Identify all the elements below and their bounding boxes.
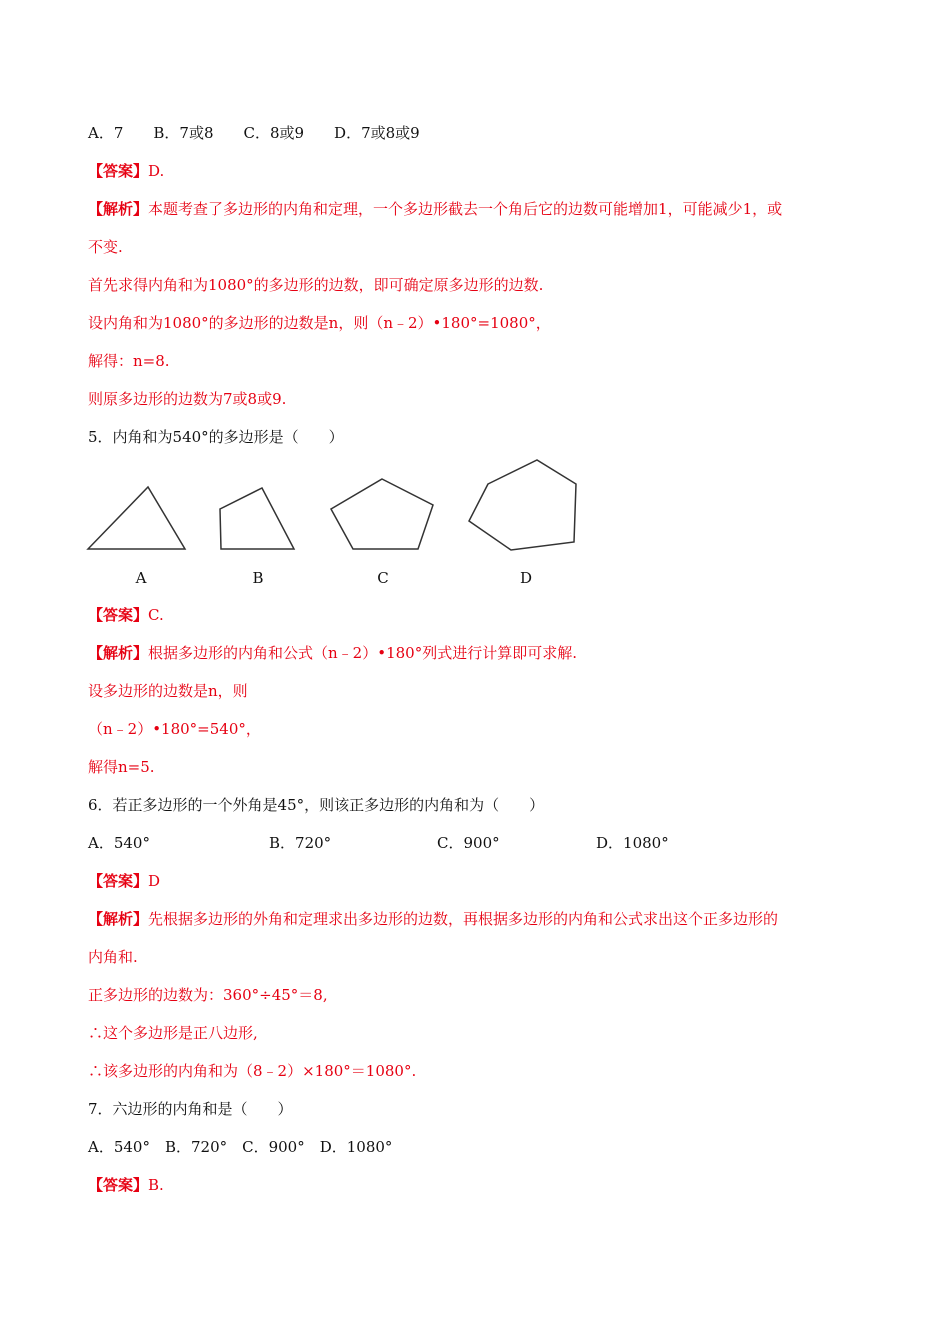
triangle-figure [88,487,185,549]
q5-analysis-line-3: （n﹣2）•180°=540°， [88,720,261,738]
q6-analysis-line-3: 正多边形的边数为：360°÷45°＝8, [88,986,328,1004]
analysis-text: 根据多边形的内角和公式（n﹣2）•180°列式进行计算即可求解. [148,644,577,662]
polygon-figures [80,455,600,565]
q6-answer [88,871,160,891]
pentagon-figure [331,479,433,549]
answer-tag: 【答案】 [88,1176,149,1194]
q6-analysis-line-4: ∴这个多边形是正八边形, [88,1024,258,1042]
q4-analysis-line-4: 设内角和为1080°的多边形的边数是n，则（n﹣2）•180°=1080°， [88,314,551,332]
q4-analysis-line-1 [88,199,782,219]
q6-analysis-line-5: ∴该多边形的内角和为（8﹣2）×180°＝1080°. [88,1062,417,1080]
hexagon-figure [469,460,576,550]
figure-label-b: B [252,569,264,587]
answer-tag: 【答案】 [88,606,149,624]
analysis-text: 本题考查了多边形的内角和定理，一个多边形截去一个角后它的边数可能增加1，可能减少1，或 [148,200,783,218]
q6-analysis-line-1 [88,909,778,929]
q4-analysis-line-3: 首先求得内角和为1080°的多边形的边数，即可确定原多边形的边数. [88,276,544,294]
q4-analysis-line-2: 不变. [88,238,123,256]
analysis-text: 先根据多边形的外角和定理求出多边形的边数，再根据多边形的内角和公式求出这个正多边形的 [148,910,779,928]
figure-label-c: C [377,569,389,587]
q7-options: A．540° B．720° C．900° D．1080° [88,1138,393,1156]
q5-answer [88,605,164,625]
quadrilateral-figure [220,488,294,549]
answer-value: D [148,872,161,890]
q6-analysis-line-2: 内角和. [88,948,138,966]
q6-option-c: C．900° [437,834,500,852]
analysis-tag: 【解析】 [88,910,149,928]
q7-answer [88,1175,164,1195]
q6-option-d: D．1080° [596,834,669,852]
q4-answer [88,161,164,181]
answer-tag: 【答案】 [88,872,149,890]
q5-question: 5．内角和为540°的多边形是（ ） [88,428,344,446]
q6-option-b: B．720° [269,834,332,852]
analysis-tag: 【解析】 [88,200,149,218]
answer-tag: 【答案】 [88,162,149,180]
q4-options: A．7 B．7或8 C．8或9 D．7或8或9 [88,124,420,142]
figure-label-a: A [135,569,147,587]
analysis-tag: 【解析】 [88,644,149,662]
q6-question: 6．若正多边形的一个外角是45°，则该正多边形的内角和为（ ） [88,796,545,814]
q5-analysis-line-1 [88,643,577,663]
q7-question: 7．六边形的内角和是（ ） [88,1100,293,1118]
q6-option-a: A．540° [88,834,150,852]
answer-value: C. [148,606,164,624]
q4-analysis-line-5: 解得：n=8. [88,352,170,370]
figure-label-d: D [519,569,533,587]
q4-analysis-line-6: 则原多边形的边数为7或8或9. [88,390,287,408]
q5-analysis-line-4: 解得n=5. [88,758,155,776]
answer-value: B. [148,1176,164,1194]
answer-value: D. [148,162,165,180]
q5-analysis-line-2: 设多边形的边数是n，则 [88,682,248,700]
